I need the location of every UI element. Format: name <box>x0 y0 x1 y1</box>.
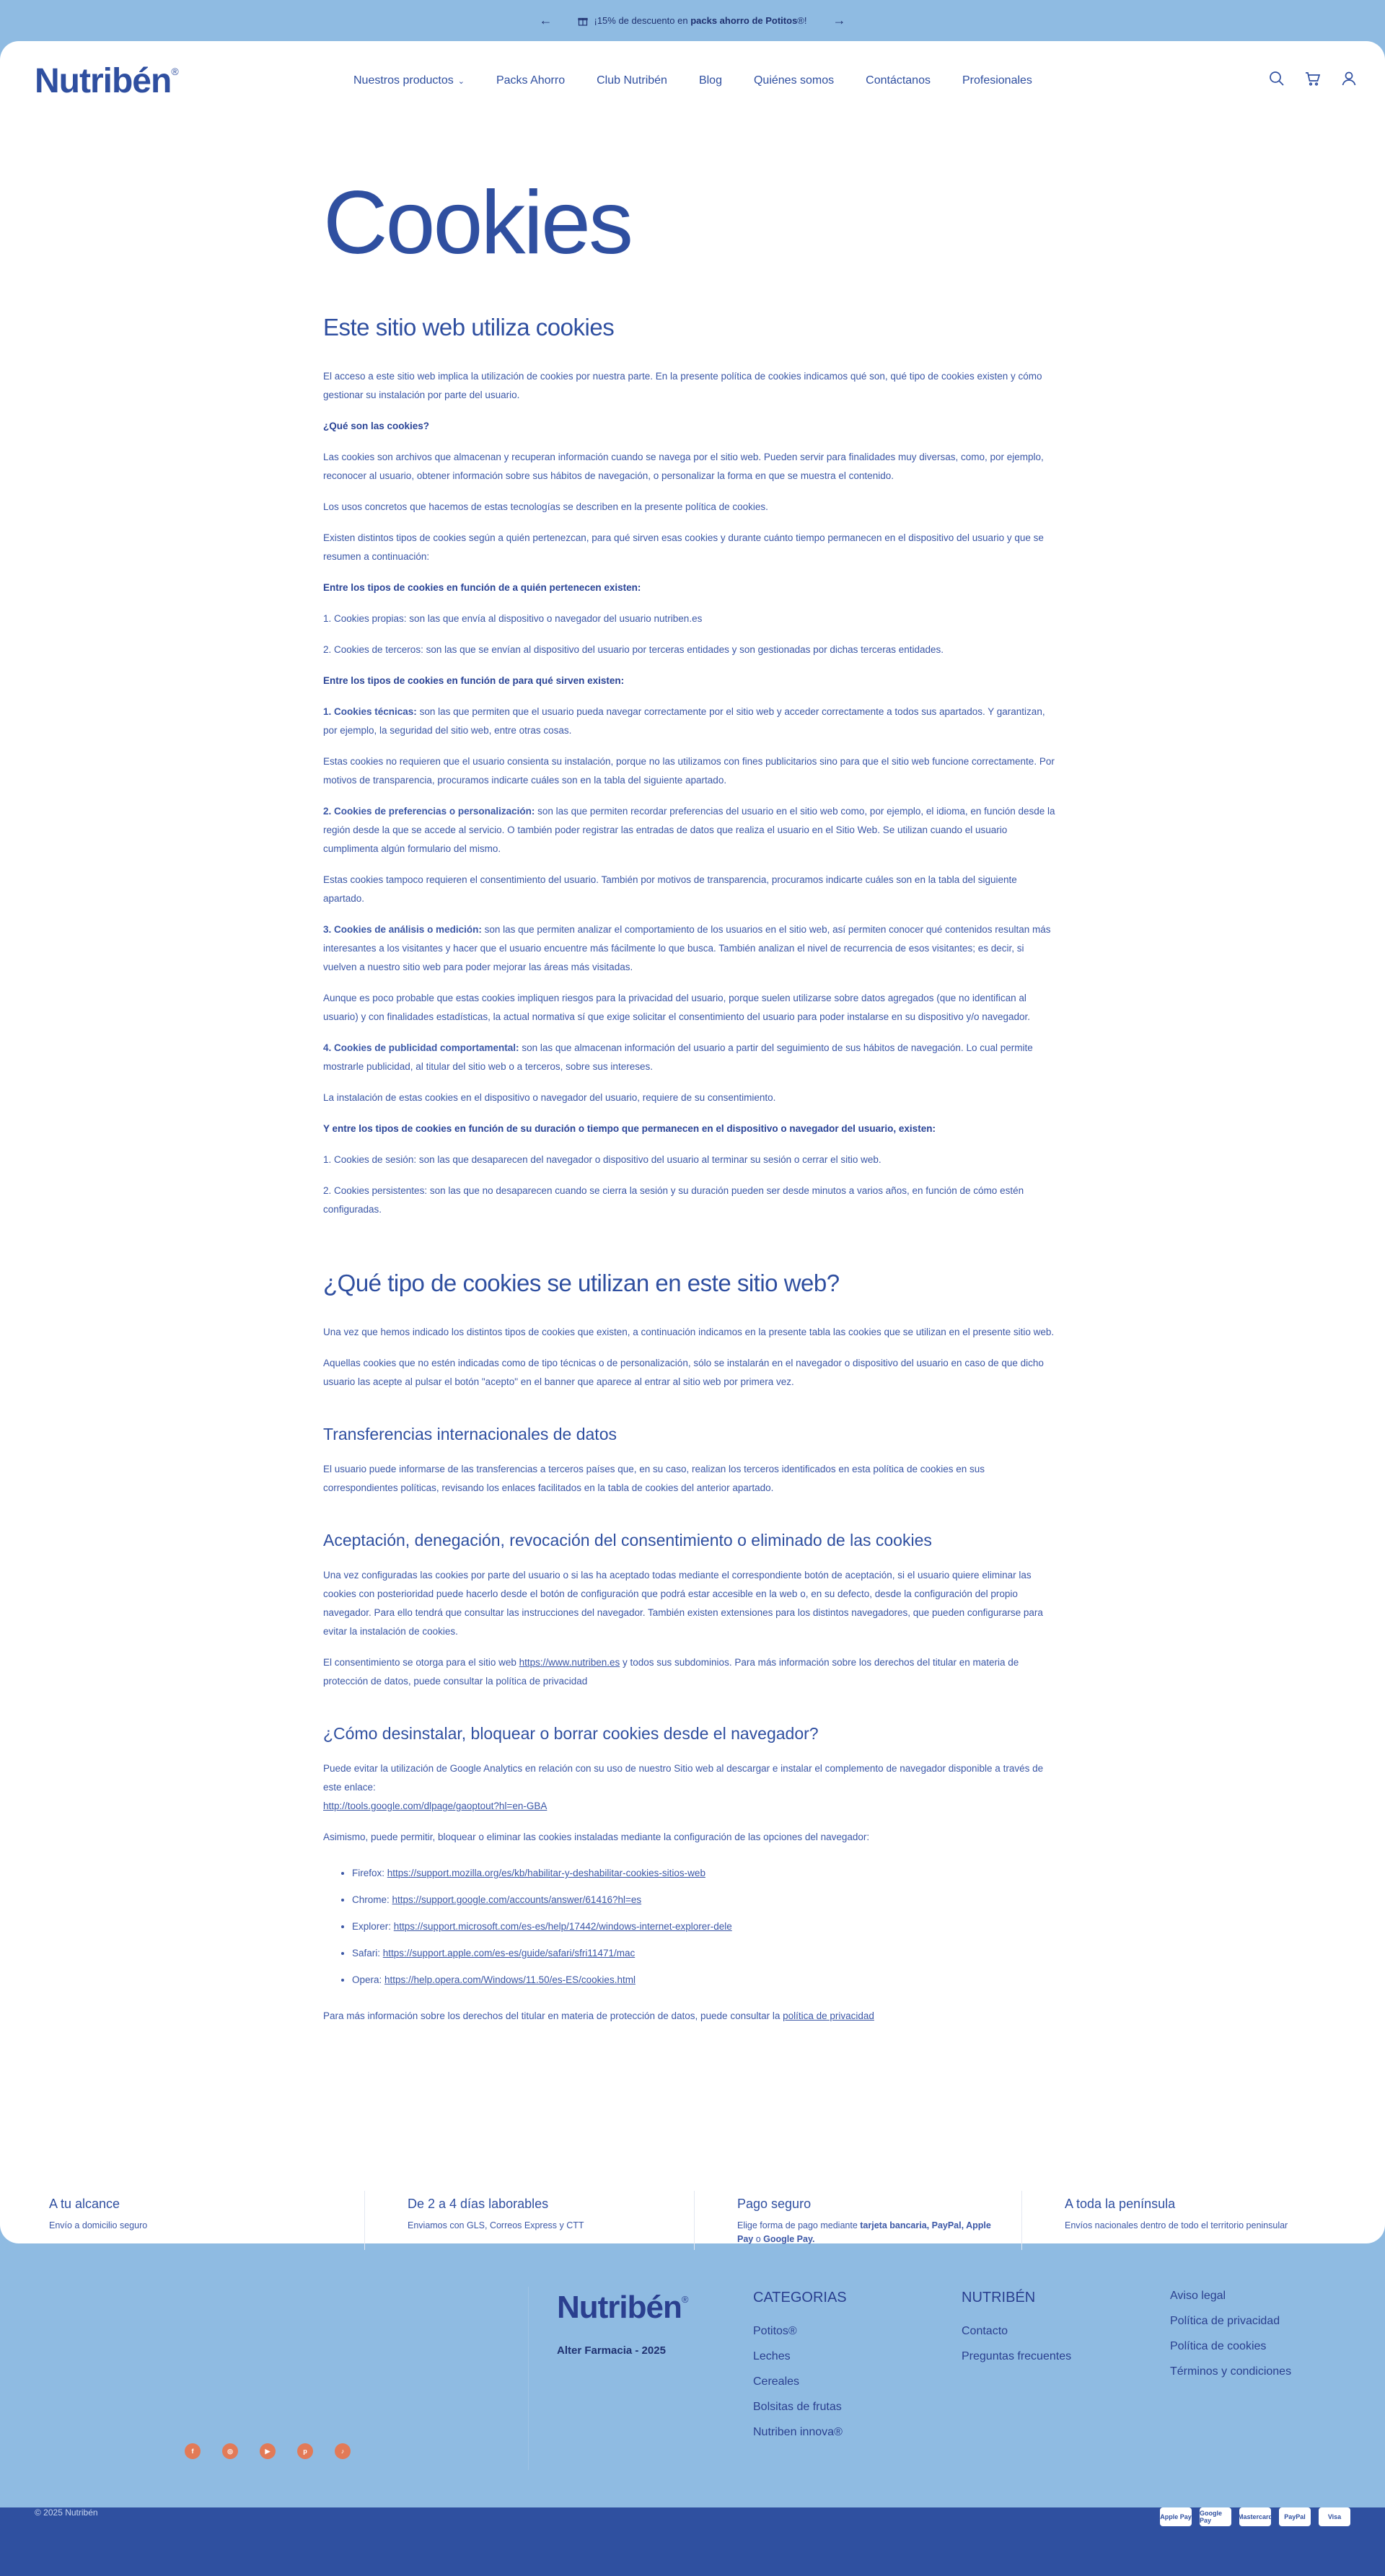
feature-desc: Elige forma de pago mediante tarjeta bancaria, PayPal, Apple Pay o Google Pay. <box>737 2220 991 2244</box>
privacy-policy-link[interactable]: política de privacidad <box>783 2010 874 2021</box>
footer-categories <box>753 2290 847 2451</box>
brand-logo[interactable]: Nutribén® <box>35 61 178 100</box>
section-heading-which: ¿Qué tipo de cookies se utilizan en este sitio web? <box>323 1270 840 1296</box>
nav-item-packs[interactable]: Packs Ahorro <box>496 74 566 87</box>
announcement-suffix: ®! <box>797 15 807 26</box>
footer-link-privacidad[interactable]: Política de privacidad <box>1170 2315 1280 2327</box>
footer-company: Alter Farmacia - 2025 <box>557 2344 666 2357</box>
cookies-content <box>323 164 1059 2038</box>
announcement-message[interactable] <box>578 15 806 26</box>
section-heading-uninstall: ¿Cómo desinstalar, bloquear o borrar cookies desde el navegador? <box>323 1724 819 1743</box>
chevron-down-icon: ⌄ <box>457 77 465 86</box>
nutriben-link[interactable]: https://www.nutriben.es <box>519 1657 620 1668</box>
apple-pay-icon: Apple Pay <box>1160 2507 1192 2526</box>
feature-desc: Enviamos con GLS, Correos Express y CTT <box>408 2220 584 2230</box>
nav-item-blog[interactable]: Blog <box>698 74 722 87</box>
nav-item-club[interactable]: Club Nutribén <box>597 74 667 87</box>
copyright: © 2025 Nutribén <box>35 2507 98 2518</box>
footer-link-innova[interactable]: Nutriben innova® <box>753 2426 843 2438</box>
footer-heading: NUTRIBÉN <box>962 2290 1036 2305</box>
intro-paragraph: El acceso a este sitio web implica la utilización de cookies por nuestra parte. En la presente política de cookies indicamos qué son, qué tipo de cookies existen y cómo gestionar su instalación por parte del usuario. <box>323 371 1042 400</box>
announcement-prefix: ¡15% de descuento en <box>594 15 691 26</box>
list-item: • Chrome: https://support.google.com/accounts/answer/61416?hl=es <box>352 1891 1059 1909</box>
analysis-cookies-note: Aunque es poco probable que estas cookies impliquen riesgos para la privacidad del usuario, porque suelen utilizarse sobre datos agregados (que no identifican al usuario) y con finalidades estadísticas, la actual normativa sí que exige solicitar el consentimiento del usuario para poder instalarse en su dispositivo y/o navegador. <box>323 993 1031 1022</box>
tech-cookies-note: Estas cookies no requieren que el usuario consienta su instalación, porque no las utilizamos con fines publicitarios sino para que el sitio web funcione correctamente. Por motivos de transparencia, procuramos indicarte cuáles son en la tabla del siguiente apartado. <box>323 756 1055 786</box>
mastercard-icon: Mastercard <box>1239 2507 1271 2526</box>
feature-title: A toda la península <box>1065 2197 1176 2211</box>
footer-link-leches[interactable]: Leches <box>753 2350 791 2362</box>
browser-link-firefox[interactable]: https://support.mozilla.org/es/kb/habilitar-y-deshabilitar-cookies-sitios-web <box>387 1868 705 1878</box>
feature-title: Pago seguro <box>737 2197 812 2211</box>
account-icon[interactable] <box>1340 70 1358 87</box>
feature-desc: Envíos nacionales dentro de todo el territorio peninsular <box>1065 2220 1288 2230</box>
list-item: • Firefox: https://support.mozilla.org/es/kb/habilitar-y-deshabilitar-cookies-sitios-web <box>352 1864 1059 1883</box>
footer-link-potitos[interactable]: Potitos® <box>753 2325 797 2337</box>
main-card <box>0 41 1385 2243</box>
nav-item-products[interactable]: Nuestros productos ⌄ <box>353 74 465 87</box>
feature-desc: Envío a domicilio seguro <box>49 2220 148 2230</box>
payment-methods <box>1160 2507 1350 2526</box>
purpose-title: Entre los tipos de cookies en función de para qué sirven existen: <box>323 675 625 686</box>
uninstall-paragraph-2: Asimismo, puede permitir, bloquear o eliminar las cookies instaladas mediante la configuración de las opciones del navegador: <box>323 1832 870 1842</box>
browser-link-safari[interactable]: https://support.apple.com/es-es/guide/safari/sfri11471/mac <box>382 1948 636 1959</box>
header-actions <box>1268 70 1358 87</box>
uninstall-paragraph-1: Puede evitar la utilización de Google Analytics en relación con su uso de nuestro Sitio web al descargar e instalar el complemento de navegador disponible a través de este enlace: http://tools.google.com/dlpage/gaoptout?hl=en-GBA <box>323 1763 1044 1811</box>
tech-cookies-paragraph: 1. Cookies técnicas: son las que permiten que el usuario pueda navegar correctamente por el sitio web y acceder correctamente a todos sus apartados. Y garantizan, por ejemplo, la seguridad del sitio web, entre otras cosas. <box>323 706 1045 736</box>
what-title: ¿Qué son las cookies? <box>323 421 430 431</box>
feature-title: A tu alcance <box>49 2197 120 2211</box>
list-item: • Opera: https://help.opera.com/Windows/11.50/es-ES/cookies.html <box>352 1971 1059 1990</box>
bottom-bar <box>0 2507 1385 2576</box>
list-item: • Safari: https://support.apple.com/es-es/guide/safari/sfri11471/mac <box>352 1944 1059 1963</box>
nav-item-professionals[interactable]: Profesionales <box>962 74 1032 87</box>
which-paragraph-2: Aquellas cookies que no estén indicadas como de tipo técnicas o de personalización, sólo se instalarán en el navegador o dispositivo del usuario en caso de que dicho usuario las acepte al pulsar el botón "acepto" en el banner que aparece al entrar al sitio web por primera vez. <box>323 1358 1044 1387</box>
duration-title: Y entre los tipos de cookies en función de su duración o tiempo que permanecen en el dispositivo o navegador del usuario, existen: <box>323 1123 936 1134</box>
what-paragraph-3: Existen distintos tipos de cookies según a quién pertenezcan, para qué sirven esas cookies y durante cuánto tiempo permanecen en el dispositivo del usuario y que se resumen a continuación: <box>323 532 1044 562</box>
google-pay-icon: Google Pay <box>1200 2507 1231 2526</box>
main-nav <box>353 41 1032 120</box>
analysis-cookies-paragraph: 3. Cookies de análisis o medición: son las que permiten analizar el comportamiento de los usuarios en el sitio web, así permiten conocer qué contenidos resultan más interesantes a los visitantes y hacer que el usuario encuentre más fácilmente lo que busca. También analizan el nivel de recurrencia de esos visitantes; es decir, si vuelven a nuestro sitio web para poder mejorar las áreas más visitadas. <box>323 924 1051 972</box>
section-heading-transfers: Transferencias internacionales de datos <box>323 1425 617 1443</box>
facebook-icon[interactable]: f <box>185 2443 201 2459</box>
list-item: • Explorer: https://support.microsoft.com/es-es/help/17442/windows-internet-explorer-dele <box>352 1917 1059 1936</box>
consent-paragraph-2: El consentimiento se otorga para el sitio web https://www.nutriben.es y todos sus subdominios. Para más información sobre los derechos del titular en materia de protección de datos, puede consultar la política de privacidad <box>323 1657 1019 1687</box>
footer-link-terminos[interactable]: Términos y condiciones <box>1170 2365 1292 2378</box>
footer-heading: CATEGORIAS <box>753 2290 847 2305</box>
search-icon[interactable] <box>1268 70 1285 87</box>
duration-item-1: 1. Cookies de sesión: son las que desaparecen del navegador o dispositivo del usuario al terminar su sesión o cerrar el sitio web. <box>323 1154 881 1165</box>
feature-title: De 2 a 4 días laborables <box>408 2197 549 2211</box>
pref-cookies-paragraph: 2. Cookies de preferencias o personalización: son las que permiten recordar preferencias del usuario en el sitio web como, por ejemplo, el idioma, en función desde la región desde la que se accede al servicio. O también poder registrar las entradas de datos que realiza el usuario en el Sitio Web. Se utilizan cuando el usuario cumplimenta algún formulario del mismo. <box>323 806 1055 854</box>
prev-arrow-icon[interactable]: ← <box>539 13 553 27</box>
nav-item-about[interactable]: Quiénes somos <box>753 74 835 87</box>
pinterest-icon[interactable]: p <box>297 2443 313 2459</box>
owner-title: Entre los tipos de cookies en función de a quién pertenecen existen: <box>323 582 641 593</box>
announcement-bar <box>0 0 1385 41</box>
what-paragraph-2: Los usos concretos que hacemos de estas tecnologías se describen en la presente política de cookies. <box>323 501 768 512</box>
footer-divider <box>528 2287 529 2470</box>
instagram-icon[interactable]: ◎ <box>222 2443 238 2459</box>
final-paragraph: Para más información sobre los derechos del titular en materia de protección de datos, puede consultar la política de privacidad <box>323 2010 874 2021</box>
which-paragraph-1: Una vez que hemos indicado los distintos tipos de cookies que existen, a continuación indicamos en la presente tabla las cookies que se utilizan en el presente sitio web. <box>323 1327 1055 1337</box>
ads-cookies-paragraph: 4. Cookies de publicidad comportamental: son las que almacenan información del usuario a partir del seguimiento de sus hábitos de navegación. Lo cual permite mostrarle publicidad, al titular del sitio web o a terceros, sobre sus intereses. <box>323 1042 1033 1072</box>
pref-cookies-note: Estas cookies tampoco requieren el consentimiento del usuario. También por motivos de transparencia, procuramos indicarte cuáles son en la tabla del siguiente apartado. <box>323 874 1017 904</box>
duration-item-2: 2. Cookies persistentes: son las que no desaparecen cuando se cierra la sesión y su duración pueden ser desde minutos a varios años, en función de cómo estén configuradas. <box>323 1185 1024 1215</box>
next-arrow-icon[interactable]: → <box>832 13 846 27</box>
paypal-icon: PayPal <box>1279 2507 1311 2526</box>
consent-paragraph-1: Una vez configuradas las cookies por parte del usuario o si las ha aceptado todas mediante el correspondiente botón de aceptación, si el usuario quiere eliminar las cookies con posterioridad puede hacerlo desde el botón de configuración que podrá estar accesible en la web o, en su defecto, desde la configuración del propio navegador. Para ello tendrá que consultar las instrucciones del navegador. También existen extensiones para los distintos navegadores, que pueden configurarse para evitar la instalación de cookies. <box>323 1570 1043 1637</box>
footer-link-contacto[interactable]: Contacto <box>962 2325 1008 2337</box>
page-title: Cookies <box>323 173 631 273</box>
social-links <box>185 2443 351 2459</box>
footer-link-bolsitas[interactable]: Bolsitas de frutas <box>753 2401 842 2413</box>
browser-link-chrome[interactable]: https://support.google.com/accounts/answer/61416?hl=es <box>392 1894 642 1905</box>
nav-item-contact[interactable]: Contáctanos <box>866 74 931 87</box>
footer-logo[interactable]: Nutribén® <box>557 2290 688 2325</box>
ads-cookies-note: La instalación de estas cookies en el dispositivo o navegador del usuario, requiere de su consentimiento. <box>323 1092 776 1103</box>
tiktok-icon[interactable]: ♪ <box>335 2443 351 2459</box>
cart-icon[interactable] <box>1304 70 1322 87</box>
footer-link-cookies[interactable]: Política de cookies <box>1170 2340 1267 2352</box>
transfer-paragraph: El usuario puede informarse de las transferencias a terceros países que, en su caso, realizan los terceros identificados en esta política de cookies en sus correspondientes políticas, revisando los enlaces facilitados en la tabla de cookies del anterior apartado. <box>323 1464 985 1493</box>
footer-link-faq[interactable]: Preguntas frecuentes <box>962 2350 1072 2362</box>
site-footer <box>0 2243 1385 2507</box>
announcement-bold: packs ahorro de Potitos <box>690 15 798 26</box>
section-heading-consent: Aceptación, denegación, revocación del consentimiento o eliminado de las cookies <box>323 1531 932 1549</box>
footer-legal <box>1170 2290 1291 2391</box>
browser-link-opera[interactable]: https://help.opera.com/Windows/11.50/es-ES/cookies.html <box>384 1974 636 1985</box>
youtube-icon[interactable]: ▶ <box>260 2443 276 2459</box>
ga-optout-link[interactable]: http://tools.google.com/dlpage/gaoptout?hl=en-GBA <box>323 1801 548 1811</box>
gift-icon <box>578 16 588 26</box>
browser-link-explorer[interactable]: https://support.microsoft.com/es-es/help/17442/windows-internet-explorer-dele <box>393 1921 732 1932</box>
visa-icon: Visa <box>1319 2507 1350 2526</box>
footer-link-aviso-legal[interactable]: Aviso legal <box>1170 2290 1226 2302</box>
section-heading-main: Este sitio web utiliza cookies <box>323 314 615 340</box>
owner-item-2: 2. Cookies de terceros: son las que se envían al dispositivo del usuario por terceras entidades y son gestionadas por dichas terceras entidades. <box>323 644 944 655</box>
footer-link-cereales[interactable]: Cereales <box>753 2375 800 2388</box>
what-paragraph-1: Las cookies son archivos que almacenan y recuperan información cuando se navega por el sitio web. Pueden servir para finalidades muy diversas, como, por ejemplo, reconocer al usuario, obtener información sobre sus hábitos de navegación, o personalizar la forma en que se muestra el contenido. <box>323 452 1044 481</box>
owner-item-1: 1. Cookies propias: son las que envía al dispositivo o navegador del usuario nutriben.es <box>323 613 703 624</box>
footer-nutriben <box>962 2290 1071 2375</box>
site-header <box>0 41 1385 120</box>
browser-list <box>352 1864 1059 1990</box>
